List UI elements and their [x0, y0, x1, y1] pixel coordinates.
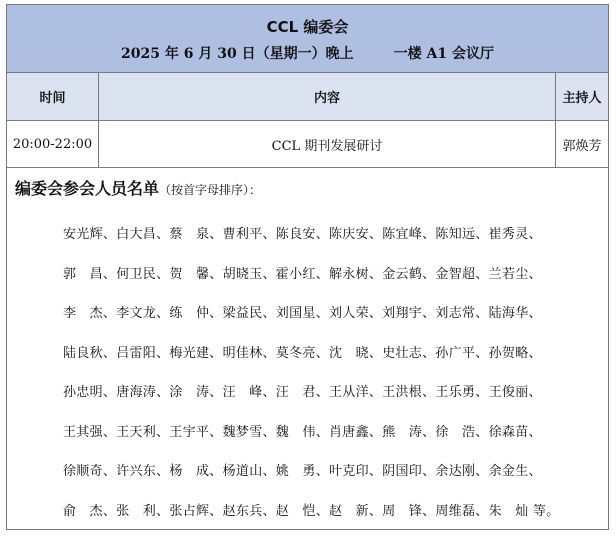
list-item: 郭 昌、何卫民、贺 馨、胡晓玉、霍小红、解永树、金云鹤、金智超、兰若尘、	[63, 266, 542, 282]
member-list-note: （按首字母排序）：	[159, 183, 262, 197]
meeting-header	[7, 5, 608, 73]
column-header-time: 时间	[7, 73, 99, 120]
cell-host: 郭焕芳	[562, 138, 602, 154]
schedule-header-row	[7, 73, 608, 121]
list-item: 陆良秋、吕雷阳、梅光建、明佳林、莫冬亮、沈 晓、史壮志、孙广平、孙贺略、	[63, 345, 542, 361]
member-list-section	[7, 168, 608, 531]
table-row	[7, 121, 608, 168]
list-item: 俞 杰、张 利、张占辉、赵东兵、赵 恺、赵 新、周 锋、周维磊、朱 灿 等。	[63, 503, 560, 519]
member-names	[63, 215, 608, 531]
cell-time: 20:00-22:00	[7, 121, 99, 167]
member-list-title: 编委会参会人员名单	[15, 179, 160, 198]
meeting-document	[6, 4, 609, 530]
meeting-date: 2025 年 6 月 30 日（星期一）晚上	[121, 46, 354, 62]
column-header-host: 主持人	[562, 91, 602, 106]
meeting-venue: 一楼 A1 会议厅	[393, 46, 494, 62]
list-item: 李 杰、李文龙、练 仲、梁益民、刘国星、刘人荣、刘翔宇、刘志常、陆海华、	[63, 306, 542, 321]
column-header-content: 内容	[99, 73, 556, 120]
list-item: 安光辉、白大昌、蔡 泉、曹利平、陈良安、陈庆安、陈宜峰、陈知远、崔秀灵、	[63, 227, 542, 242]
list-item: 孙忠明、唐海涛、涂 涛、汪 峰、汪 君、王从洋、王洪根、王乐勇、王俊丽、	[63, 385, 542, 400]
list-item: 王其强、王天利、王宇平、魏梦雪、魏 伟、肖唐鑫、熊 涛、徐 浩、徐森苗、	[63, 424, 542, 440]
member-list-heading	[15, 176, 608, 203]
meeting-title: CCL 编委会	[266, 18, 349, 36]
list-item: 徐顺奇、许兴东、杨 成、杨道山、姚 勇、叶克印、阴国印、余达刚、余金生、	[63, 464, 542, 479]
meeting-subtitle	[7, 45, 608, 63]
cell-content: CCL 期刊发展研讨	[99, 121, 556, 167]
